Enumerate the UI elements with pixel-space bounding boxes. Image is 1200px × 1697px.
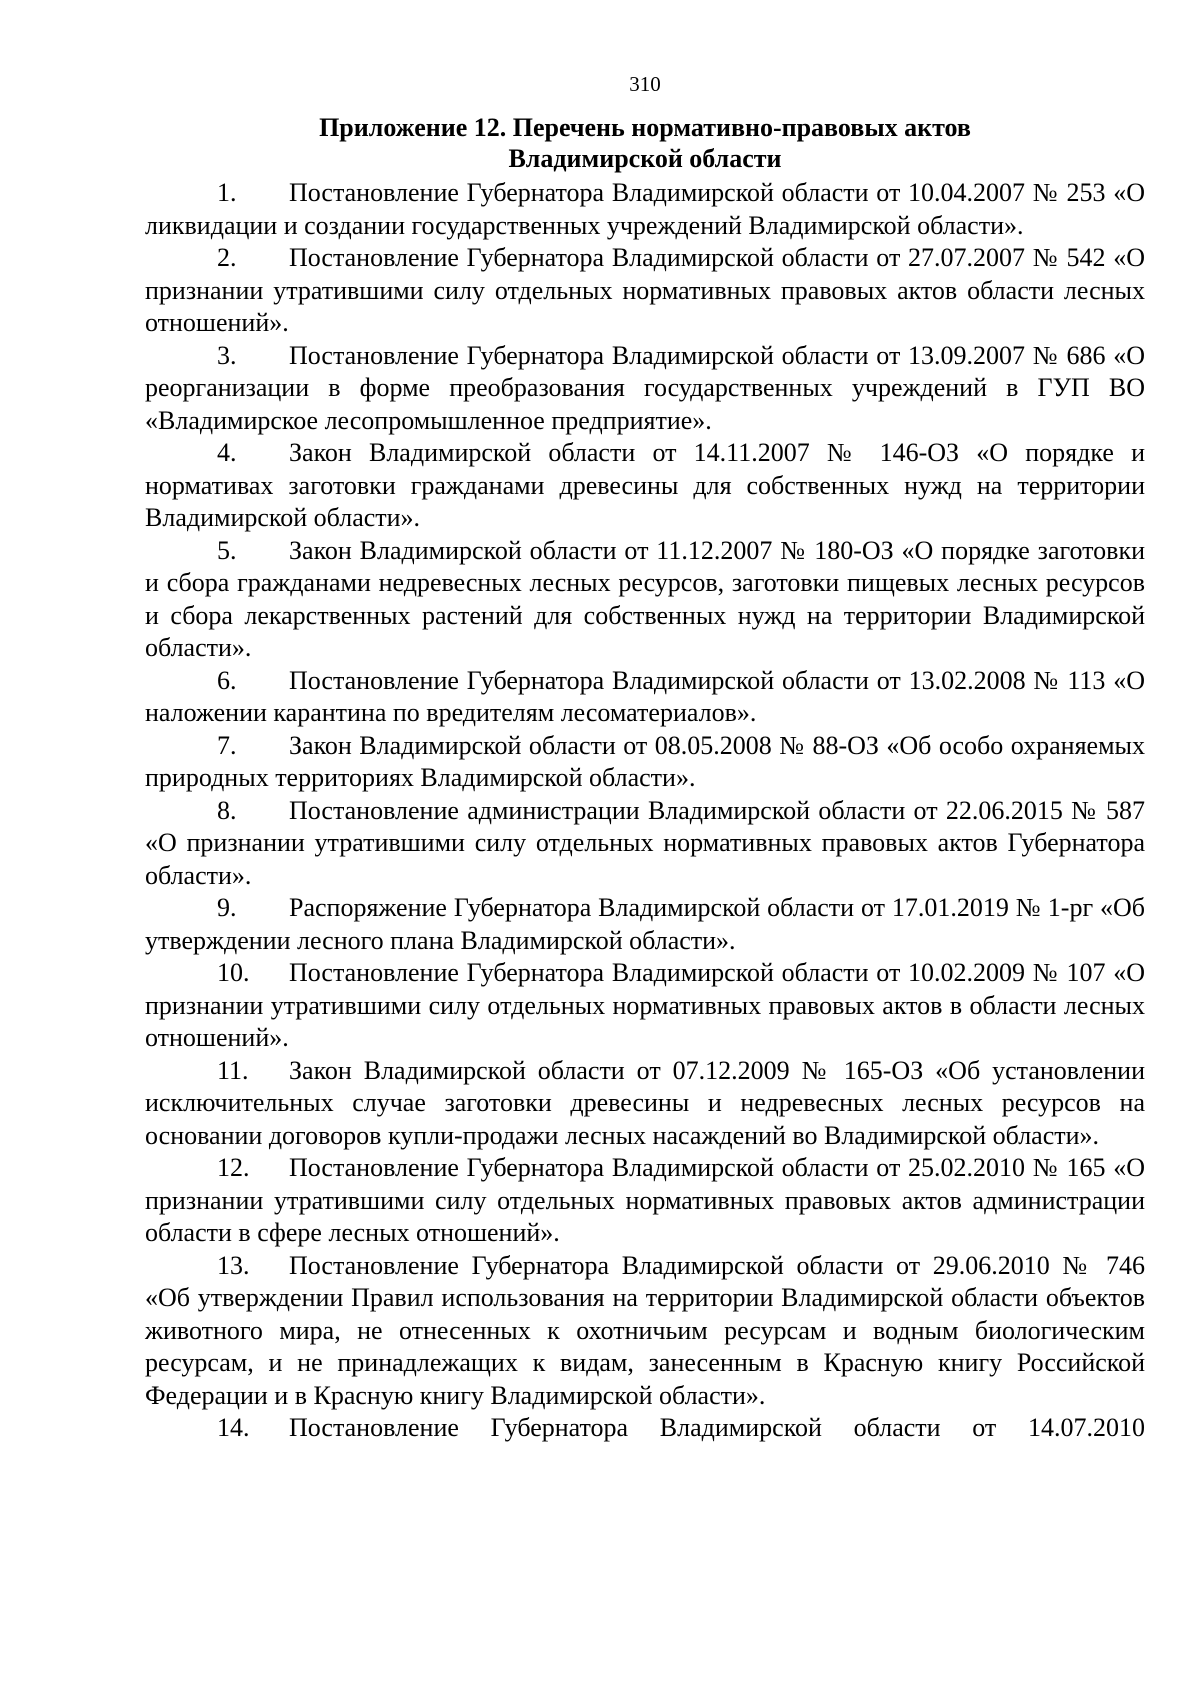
list-item [145,242,1145,340]
item-number: 9. [217,893,237,922]
item-text: Постановление Губернатора Владимирской области от 13.02.2008 № 113 «О наложении карантина по вредителям лесоматериалов». [145,665,1145,727]
document-page [145,70,1145,1445]
list-item [145,340,1145,438]
item-number: 12. [217,1153,250,1182]
list-item [145,665,1145,730]
list-item [145,535,1145,665]
item-text: Распоряжение Губернатора Владимирской области от 17.01.2019 № 1-рг «Об утверждении лесного плана Владимирской области». [145,893,1145,955]
item-number: 2. [217,243,237,272]
item-text: Постановление Губернатора Владимирской области от 25.02.2010 № 165 «О признании утратившими силу отдельных нормативных правовых актов администрации области в сфере лесных отношений». [145,1153,1145,1247]
item-text: Закон Владимирской области от 08.05.2008 № 88-ОЗ «Об особо охраняемых природных территориях Владимирской области». [145,730,1145,792]
list-item [145,437,1145,535]
item-text: Постановление Губернатора Владимирской области от 27.07.2007 № 542 «О признании утратившими силу отдельных нормативных правовых актов области лесных отношений». [145,243,1145,337]
item-number: 4. [217,438,237,467]
title-line-1: Приложение 12. Перечень нормативно-правовых актов [319,113,971,142]
item-text: Закон Владимирской области от 14.11.2007 № 146-ОЗ «О порядке и нормативах заготовки гражданами древесины для собственных нужд на территории Владимирской области». [145,438,1145,532]
item-number: 3. [217,340,237,370]
item-number: 8. [217,795,237,825]
item-text: Закон Владимирской области от 07.12.2009 № 165-ОЗ «Об установлении исключительных случае заготовки древесины и недревесных лесных ресурсов на основании договоров купли-продажи лесных насаждений во Владимирской области». [145,1055,1145,1150]
item-text: Постановление Губернатора Владимирской области от 13.09.2007 № 686 «О реорганизации в форме преобразования государственных учреждений в ГУП ВО «Владимирское лесопромышленное предприятие». [145,340,1145,435]
page-number: 310 [629,72,661,96]
list-item [145,730,1145,795]
item-number: 10. [217,958,250,987]
list-item [145,892,1145,957]
list-item [145,177,1145,242]
item-number: 7. [217,730,237,760]
item-text: Постановление администрации Владимирской области от 22.06.2015 № 587 «О признании утратившими силу отдельных нормативных правовых актов Губернатора области». [145,795,1145,890]
list-item [145,1055,1145,1153]
item-number: 1. [217,178,237,207]
list-item [145,795,1145,893]
title-line-2: Владимирской области [508,144,782,173]
item-number: 11. [217,1055,249,1085]
item-number: 6. [217,665,237,695]
list-item [145,1250,1145,1413]
list-item [145,1152,1145,1250]
item-number: 5. [217,535,237,565]
item-text: Постановление Губернатора Владимирской области от 10.04.2007 № 253 «О ликвидации и создании государственных учреждений Владимирской области». [145,178,1145,240]
list-item [145,957,1145,1055]
item-number: 14. [217,1413,250,1442]
page-title [145,112,1145,174]
item-text: Постановление Губернатора Владимирской области от 14.07.2010 [289,1413,1145,1442]
item-text: Закон Владимирской области от 11.12.2007 № 180-ОЗ «О порядке заготовки и сбора гражданами недревесных лесных ресурсов, заготовки пищевых лесных ресурсов и сбора лекарственных растений для собственных нужд на территории Владимирской области». [145,535,1145,662]
item-text: Постановление Губернатора Владимирской области от 29.06.2010 № 746 «Об утверждении Правил использования на территории Владимирской области объектов животного мира, не отнесенных к охотничьим ресурсам и водным биологическим ресурсам, и не принадлежащих к видам, занесенным в Красную книгу Российской Федерации и в Красную книгу Владимирской области». [145,1250,1145,1410]
item-number: 13. [217,1250,250,1280]
list-item [145,1412,1145,1445]
item-text: Постановление Губернатора Владимирской области от 10.02.2009 № 107 «О признании утратившими силу отдельных нормативных правовых актов в области лесных отношений». [145,958,1145,1052]
